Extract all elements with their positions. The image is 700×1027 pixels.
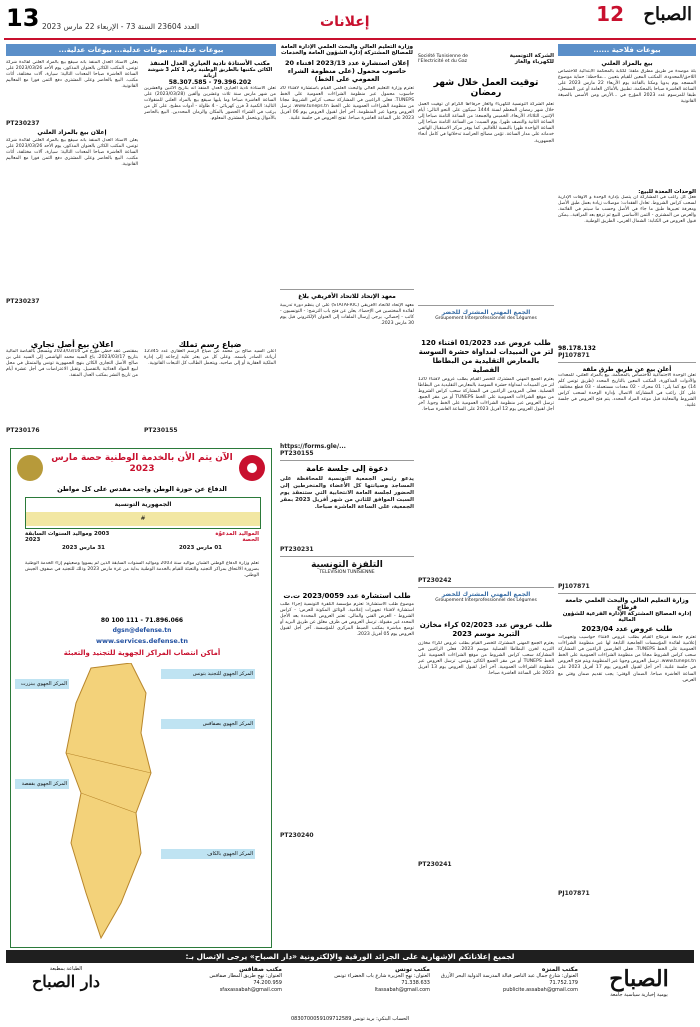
left-ad2 [6,60,138,305]
ad-subtitle: الوحدات المعدة للبيع: [638,189,696,195]
ad-ref: PJ107871 [558,352,590,359]
loss-ad [144,340,276,434]
ad1-ref: PT230237 [6,120,40,127]
section-title: إعلانات [320,14,370,30]
date-to: 31 مارس 2023 [61,545,106,551]
ad2-title: أعلن بيع عن طريق طرق ملفة [582,366,672,373]
steg-logo-row [418,44,554,74]
ad2-ref: PT230237 [6,298,40,305]
ad3-body: يدعو رئيس الجمعية التونسية للمحافظة على المساجد وصيانتها كل الأعضاء والمنخرطين إلى الحضور لجلسة العامة الانتخابية التي ستنعقد يوم السبت الموافق للثاني من شهر أفريل 2023 بمقر الجمعية، على الساعة العاشرة صباحا. [280,476,414,510]
army-title: الآن يتم الأن بالخدمة الوطنية حصة مارس 2023 [51,453,233,474]
divider [558,593,696,594]
loss-body: أعلن السيد صالح بن محمد عن ضياع الرسم العقاري عدد 12345 أريانة، الصادر باسمه. وعلى كل من يعثر عليه إرجاعه إلى إدارة الملكية العقارية أو إلى صاحبه. ويتحمل الطالب كل التبعات القانونية. [144,349,276,367]
logo-fr: Groupement Interprofessionnel des Légumes [435,316,537,321]
col-left [6,44,276,334]
page-number: 13 [6,4,40,32]
footer-logo2-tag: الطباعة بمطبعة [49,966,83,972]
ad3-ref: PT230231 [280,546,314,553]
ad1-phones: 58.307.585 - 79.396.202 [168,79,252,86]
sale-ref: PT230176 [6,427,40,434]
ad-body: بلة موصدة مر طريق مطرق ملفة: لكتابة بالمحكمة الابتدائية للاختصاص اللاحق/المحدودة، المكتب المعين للقيام بتعيين ...ملاحظة: حماية موضوع المسجد يوم يدويا ومكنا بالقاعة يوم الأربعاء 22 مارس 2023 على الساعة العاشرة صباحا بالمحكمة، تطبيق بالأماكن العامة أو عين المسجل، طبقا للمرسوم عدد 2023 المؤرخ في ...الأرض ومن الأسس بالصيغة القانونية [558,69,696,105]
ad2-body: يعتزم الجمع المهني المشترك للخضر القيام بطلب عروض لاقتناء 120 لتر من المبيدات لمداواة حشرة السوسة بالمعارض التقليدية من البطاطا الفصلية. فعلى المزودين الراغبين في المشاركة سحب كراس الشروط من موقع الشراءات العمومية على الخط TUNEPS أو من مقر الجمع. ترسل العروض عبر منظومة الشراءات العمومية على الخط وجوبا. آخر أجل لقبول العروض يوم 12 أفريل 2023 على الساعة العاشرة صباحا. [418,377,554,413]
office-title: مكتب صفاقس [239,966,282,973]
row-dates [25,545,259,551]
office-addr: العنوان: نهج الجزيرة شارع باب الخضراء تونس [334,973,430,979]
tv-logo-ar: التلفزة التونسية [311,560,383,570]
header-logo [592,2,694,36]
army-sub: الدفاع عن حوزة الوطن واجب مقدس على كل مواطن [57,485,227,493]
issue-line: العدد 23604 السنة 73 - الإربعاء 22 مارس 2023 [42,22,200,31]
ad2-body: يعلن الأستاذ العدل المنفذ بأنه سيقع بيع بالمزاد العلني لفائدة شركة تونس، المكتب الكائن بالعنوان المذكور، يوم الأحد 2023/03/26 على الساعة العاشرة صباحا المعدات التالية: سيارة، آلات مختلفة، أثاث مكتب. البيع بالحاضر وعلى المشتري دفع الثمن فورا مع المعاليم القانونية. [6,138,138,168]
army-phone: 80 100 111 - 71.896.066 [100,617,184,624]
ad2-link[interactable]: https://forms.gle/... [280,443,346,450]
ad1-body: تعلن الأستاذة نادية العياري العدل المنفذ أنه بتاريخ الاثنين والعشرين من شهر مارس سنة ثلاث وعشرين وألفين (2023/03/28) على الساعة العاشرة صباحا وما يليها سيقع بيع بالمزاد العلني للمنقولات التالية: الكمية 3 فرن كهربائي - 4 طاولة - أدوات مطبخ. على كل من يرغب في الشراء الحضور بالمكان والزمان المحددين. البيع بالحاضر بالأموال ويتحمل المشتري المعلوم. [144,86,276,122]
map-label-3: المركز الجهوي ببنزرت [15,679,69,689]
office-email[interactable]: ltassabah@gmail.com [374,987,430,993]
army-rows [25,531,259,551]
ad2-ref: PT230242 [418,577,452,584]
ad2-body-a: يعلن الأستاذ العدل المنفذ بأنه سيقع بيع بالمزاد العلني لفائدة شركة تونس، المكتب الكائن بالعنوان المذكور، يوم الأحد 2023/03/26 على الساعة العاشرة صباحا المعدات التالية: سيارة، آلات مختلفة، أثاث مكتب. البيع بالحاضر وعلى المشتري دفع الثمن فورا مع المعاليم القانونية. [6,60,138,90]
col-right [558,44,696,944]
loss-title: ضياع رسم تملك [178,340,242,349]
office-addr: العنوان: شارع جمال عبد الناصر قبالة المدرسة الدولية البحر الأزرق [440,973,578,979]
tunisia-map [51,663,171,943]
date-from: 01 مارس 2023 [178,545,223,551]
ad3-body: تعتزم جامعة قرطاج القيام بطلب عروض لاقتناء حواسيب وتجهيزات إعلامية لفائدة المؤسسات الجامعية التابعة لها عبر منظومة الشراءات العمومية على الخط TUNEPS. فعلى العارضين الراغبين في المشاركة سحب كراس الشروط مجانا من منظومة الشراءات العمومية على الخط www.tuneps.tn. ترسل العروض وجوبا عبر المنظومة ويتم فتح العروض في جلسة علنية. آخر أجل لقبول العروض يوم 17 أفريل 2023 على الساعة العاشرة صباحا. الضمان الوقتي: يجب تقديم ضمان وقتي مع العرض. [558,635,696,683]
col-mid-left [280,44,414,944]
map-label-5: المركز الجهوي بالكاف [161,849,255,859]
footer-logo-2 [6,966,126,1026]
army-site[interactable]: www.services.defense.tn [95,637,189,645]
office-title: مكتب تونس [395,966,430,973]
ad-body-2: فعل كل راغب في المشاركة أن يتصل بإدارة الوحدة و الأوقات الإدارية لسحب كراس الشروط. تعادل الفقدات: موصلات زيادة بعمل طبق الأصل ومعرفة تعبيرها طبق ما جاء في الأصل وحسب ما سيتم في القائمة. والعرض من المشتري - الثمن الأساسي للبيع ثم ترفع بعد المراقبة...يمكن قبول العروض في الكتابة: الشمال الغربي، الطريق الوطنية. [558,195,696,225]
hash-cell: # [26,512,260,526]
category-bar: بيوعات فلاحية ...... [558,44,696,56]
office-phone: 71.338.633 [401,980,430,986]
logo-ar: الجمع المهني المشترك للخضر [441,591,531,598]
office-tunis [290,966,430,994]
army-emblem-left [17,455,43,481]
ad3-head: وزارة التعليم العالي والبحث العلمي جامعة قرطاج [565,597,689,611]
office-phone: 74.200.959 [253,980,282,986]
divider [418,305,554,306]
office-title: مكتب المنزه [541,966,578,973]
ad1-head: وزارة التعليم العالي والبحث العلمي الإدارة العامة للمصالح المشتركة إدارة الشؤون العامة والخدمات [280,44,414,56]
national-service-ad [10,448,272,948]
ad4-body: موضوع طلب الاستشارة: تعتزم مؤسسة التلفزة التونسية إجراء طلب استشارة لاقتناء تجهيزات إعلامية. الوثائق المكونة للعرض: - كراس الشروط - العرض الفني والمالي. تعتبر العروض المحددة بعد الأجل المحدد غير مقبولة. ترسل العروض في ظرف مغلق عن طريق البريد أو توضع مباشرة بمكتب الضبط المركزي للمؤسسة. آخر أجل لقبول العروض يوم 05 أفريل 2023. [280,602,414,638]
footer [0,950,700,1027]
header-rule [4,38,696,40]
row-label: الحصة [242,537,259,543]
divider [418,587,554,588]
office-addr: العنوان: نهج طريق المطار صفاقس [209,973,282,979]
tv-logo-fr: TELEVISION TUNISIENNE [319,570,375,575]
ad3-title: طلب عروض عدد 2023/04 [581,625,673,633]
ad3-title: طلب عروض عدد 02/2023 كراء مخازن التبريد موسم 2023 [419,621,553,638]
map-label-4: المركز الجهوي بقفصة [15,779,69,789]
legumes-logo-2 [418,591,554,619]
map-title: أماكن انتصاب المراكز الجهوية للتجنيد والتعبئة [63,649,221,657]
left-lower [6,340,276,440]
ad2-body: معهد الإتحاد للاتحاد الأفريقي (STATAFRIC) على أن ينظم دورة تدريبية لفائدة المختصين في الإحصاء. يعلن عن فتح باب الترشح: - التونسيون - كاتب - إحصائي. يرجى إرسال الملفات إلى العنوان الإلكتروني قبل يوم 30 مارس 2023. [280,303,414,327]
footer-logo-tag: يومية إخبارية سياسية جامعة [610,992,668,998]
logo-ar: الجمع المهني المشترك للخضر [441,309,531,316]
ad2-ref: PJ107871 [558,583,590,590]
category-bar: بيوعات عدلية... بيوعات عدلية... بيوعات عدلية... [6,44,276,56]
ad1-sub: الكائن مكتبها بالطريق الوطنية رقم 1 كلم 3 شوشة أريانة [147,67,273,79]
office-sfax [142,966,282,994]
ad-title: بيع بالمزاد العلني [601,60,653,67]
sale-body: بمقتضى عقد خطي مؤرخ في 2023/03/16 ومسجل بالقباضة المالية بتاريخ 2023/03/17، باع السيد محمد الهاشمي إلى السيد علي بن صالح الأصل التجاري الكائن بنهج الجمهورية تونس والمتمثل في محل لبيع المواد الغذائية بالتفصيل. وتقبل الاعتراضات في أجل عشرة أيام من تاريخ النشر بمكتب العدل المنفذ. [6,349,138,379]
divider [558,362,696,363]
ad3-body: يعتزم الجمع المهني المشترك للخضر القيام بطلب عروض لكراء مخازن التبريد لخزن البطاطا الفصلية موسم 2023. فعلى الراغبين في المشاركة سحب كراس الشروط من موقع الشراءات العمومية على الخط TUNEPS أو من مقر الجمع الكائن بتونس. ترسل العروض عبر منظومة الشراءات العمومية. آخر أجل لقبول العروض يوم 13 أفريل 2023 على الساعة العاشرة صباحا. [418,641,554,677]
footer-banner: لجميع إعلاناتكم الإشهارية على الجرائد الورقية والإلكترونية «دار الصباح» يرجى الإتصال بـ: [6,950,694,963]
footer-logo2-text: دار الصباح [31,972,101,991]
ad2-ref: PT230155 [280,450,314,457]
army-email[interactable]: dgsn@defense.tn [112,627,172,634]
tv-logo [280,560,414,590]
map-label-1: المركز الجهوي للتجنيد بتونس [161,669,255,679]
divider [280,556,414,557]
page-header [0,0,700,40]
legumes-logo-1 [418,309,554,337]
row-label: المواليد المدعوّة [215,531,259,537]
row-value: 2003 ومواليد السنوات السابقة [25,531,110,537]
ad3-ref: PJ107871 [558,890,590,897]
ad-body: تعلم الشركة التونسية للكهرباء والغاز حرفاءها الكرام أن توقيت العمل خلال شهر رمضان المعظم لسنة 1444 سيكون على النحو التالي: أيام الإثنين، الثلاثاء، الأربعاء، الخميس والجمعة: من الساعة الثامنة صباحا إلى الساعة الثانية والنصف ظهرا. يوم السبت: من الساعة الثامنة صباحا إلى الساعة الواحدة ظهرا بالنسبة للأقاليم. كما يوفر مركز الاستقبال الهاتفي خدماته على مدار الساعة. تؤمن مصالح الحراسة تدخلاتها في كامل أنحاء الجمهورية. [418,102,554,144]
office-menzah [438,966,578,994]
ad3-title: دعوة إلى جلسة عامة [306,464,388,473]
map-shape [51,663,171,943]
republic-cell: الجمهورية التونسية [114,501,172,508]
footer-logo-text: الصباح [609,966,669,992]
ad1-title: إعلان استشارة عدد 2023/13 اقتناء 20 حاسوب محمول (على منظومة الشراء العمومي على الخط) [284,59,410,83]
footer-logo [584,966,694,1026]
row-period [25,537,259,543]
ad2-head: معهد الإتحاد للاتحاد الأفريقي بلاغ [298,293,396,300]
steg-logo-fr: Société Tunisienne de l'Electricité et du Gaz [418,54,468,64]
ad2-title: طلب عروض عدد 01/2023 اقتناء 120 لتر من المبيدات لمداواة حشرة السوسة بالمعارض التقليدية من البطاطا الفصلية [418,339,554,374]
office-email[interactable]: publicite.assabah@gmail.com [503,987,578,993]
col-mid-right [418,44,554,944]
sale-title: اعلان بيع أصل تجاري [30,340,114,349]
ad2-body: تعلن الوحدة الاجتماعية للاختصاص بالمحكمة، بيع بالمزاد العلني، للمعدات والأدوات المذكورة، المكتب المعين بالتاريخ المحدد (طريق تونس كلم 14) مع كما يلي: 01 محرك - 02 معدات مستعملة - 03 قطع مختلفة. على كل راغب في المشاركة الاتصال بإدارة الوحدة لسحب كراس الشروط والمعاينة قبل موعد المزاد المحدد. يتم فتح العروض في جلسة علنية. [558,373,696,409]
ad-price: 98.178.132 [558,345,596,352]
left-ad1 [144,60,276,286]
ad1-title: مكتب الأستاذة نادية العياري العدل المنفذ [150,60,270,67]
map-label-2: المركز الجهوي بصفاقس [161,719,255,729]
bank-line: الحساب البنكي: بريد تونس 0830700059109712589 [290,1016,410,1022]
ad2-title: إعلان بيع بالمزاد العلني [37,129,107,136]
ad4-title: طلب استشارة عدد 2023/0059 ت.ت [283,592,411,600]
ad1-body: تعتزم وزارة التعليم العالي والبحث العلمي القيام باستشارة لاقتناء 20 حاسوب محمول عبر منظومة الشراءات العمومية على الخط TUNEPS. فعلى الراغبين في المشاركة سحب كراس الشروط مجانا من منظومة الشراءات العمومية على الخط www.tuneps.tn. ترسل العروض وجوبا عبر المنظومة. آخر أجل لقبول العروض يوم 06 أفريل 2023 على الساعة العاشرة صباحا. تفتح العروض في جلسة علنية. [280,86,414,122]
divider [280,460,414,461]
army-body: تعلم وزارة الدفاع الوطني الشبان مواليد سنة 2003 ومواليد السنوات السابقة الذين لم يسووا وضعيتهم إزاء الخدمة الوطنية بضرورة الالتحاق بمراكز التجنيد والتعبئة للقيام بالخدمة الوطنية بداية من غرة مارس 2023 وذلك للتجنيد في صفوف الجيش الوطني. [25,561,259,579]
office-email[interactable]: sfaxassabah@gmail.com [219,987,282,993]
office-phone: 71.752.179 [549,980,578,986]
divider [280,289,414,290]
logo-prefix: 12 [596,2,624,26]
logo-fr: Groupement Interprofessionnel des Légumes [435,598,537,603]
ad3-sub: إدارة المصالح المشتركة الإدارة الفرعية للشؤون المالية [562,611,692,623]
army-table [25,497,261,529]
logo-text: الصباح [643,4,692,25]
steg-logo-ar: الشركة التونسية للكهرباء والغاز [509,53,554,65]
ad4-ref: PT230240 [280,832,314,839]
row-value: 2023 [25,537,41,543]
ad3-ref: PT230241 [418,861,452,868]
sale-ad [6,340,138,434]
loss-ref: PT230155 [144,427,178,434]
crescent-icon [247,463,257,473]
ad-title: توقيت العمل خلال شهر رمضان [433,78,539,98]
tunisia-flag [239,455,265,481]
